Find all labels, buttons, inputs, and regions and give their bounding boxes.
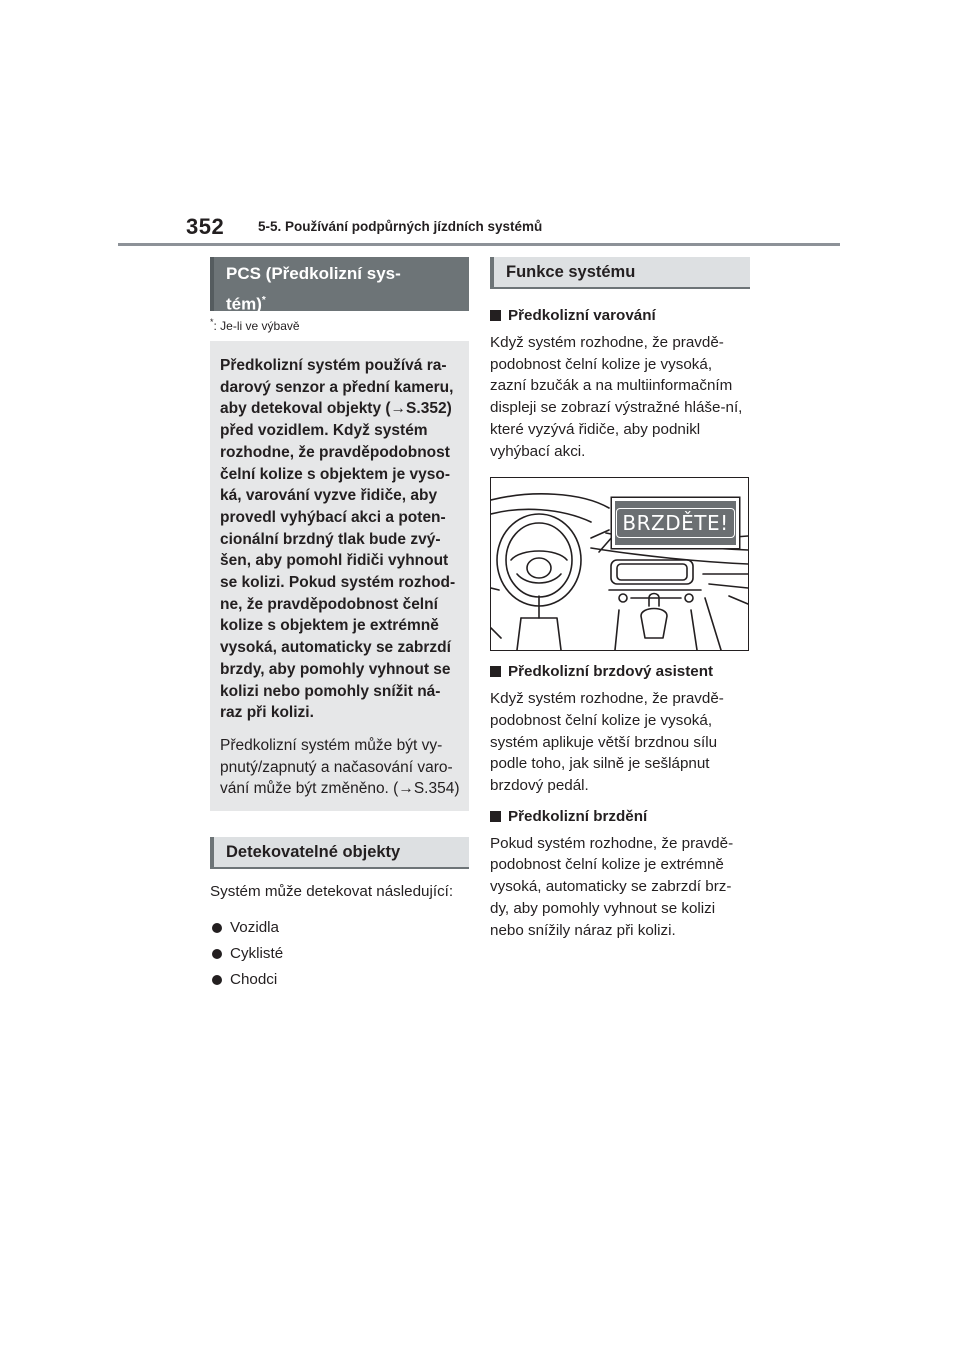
left-column: [210, 257, 469, 993]
detect-list: [210, 915, 469, 993]
assist-title: Předkolizní brzdový asistent: [490, 661, 750, 682]
detect-text: Systém může detekovat následující:: [210, 883, 454, 900]
braking-text: Pokud systém rozhodne, že pravdě-podobnost čelní kolize je extrémně vysoká, automaticky se zabrzdí brz-dy, aby pomohly vyhnout se kolizi nebo snížily náraz při kolizi.: [490, 834, 734, 939]
funkce-heading: Funkce systému: [490, 257, 750, 289]
list-item: Vozidla: [210, 915, 469, 941]
footnote: [210, 317, 469, 335]
footnote-mark: *: [210, 317, 214, 327]
warning-display: [612, 498, 739, 548]
square-bullet-icon: [490, 310, 501, 321]
warning-text: Když systém rozhodne, že pravdě-podobnost čelní kolize je vysoká, zazní bzučák a na multiinformačním displeji se zobrazí výstražné hláše-ní, které vyzývá řidiče, aby podnikl vyhýbací akci.: [490, 334, 743, 460]
braking-title: Předkolizní brzdění: [490, 806, 750, 827]
page-number: 352: [186, 214, 225, 239]
list-item: Chodci: [210, 967, 469, 993]
right-column: [490, 257, 750, 941]
pcs-heading-line2: tém): [226, 294, 262, 314]
dashboard-illustration: [490, 477, 749, 651]
pcs-heading-sup: *: [261, 295, 266, 306]
bullet-icon: [212, 975, 222, 985]
footnote-text: : Je-li ve výbavě: [213, 319, 300, 333]
list-item: Cyklisté: [210, 941, 469, 967]
bullet-icon: [212, 923, 222, 933]
intro-normal-text: Předkolizní systém může být vy-pnutý/zapnutý a načasování varo-vání může být změněno. (→S.354): [220, 736, 460, 798]
bullet-icon: [212, 949, 222, 959]
warning-title: Předkolizní varování: [490, 305, 750, 326]
intro-bold-text: Předkolizní systém používá ra-darový senzor a přední kameru, aby detekoval objekty (→S.352) před vozidlem. Když systém rozhodne, že pravděpodobnost čelní kolize s objektem je vyso-ká, varování vyzve řidiče, aby provedl vyhýbací akci a poten-cionální brzdný tlak bude zvý-šen, aby pomohl řidiči vyhnout se kolizi. Pokud systém rozhod-ne, že pravděpodobnost čelní kolize s objektem je extrémně vysoká, automaticky se zabrzdí brzdy, aby pomohly vyhnout se kolizi nebo pomohly snížit ná-raz při kolizi.: [220, 357, 456, 722]
square-bullet-icon: [490, 666, 501, 677]
chapter-title: 5-5. Používání podpůrných jízdních systémů: [258, 219, 543, 234]
assist-text: Když systém rozhodne, že pravdě-podobnost čelní kolize je vysoká, systém aplikuje větší brzdnou sílu podle toho, jak silně je sešlápnut brzdový pedál.: [490, 690, 724, 795]
detect-heading: Detekovatelné objekty: [210, 837, 469, 869]
square-bullet-icon: [490, 811, 501, 822]
pcs-heading: [210, 257, 469, 314]
warning-display-text: BRZDĚTE!: [616, 508, 734, 538]
intro-box: [210, 341, 469, 811]
pcs-heading-line1: PCS (Předkolizní sys-: [226, 264, 401, 283]
header-rule: [118, 243, 840, 246]
